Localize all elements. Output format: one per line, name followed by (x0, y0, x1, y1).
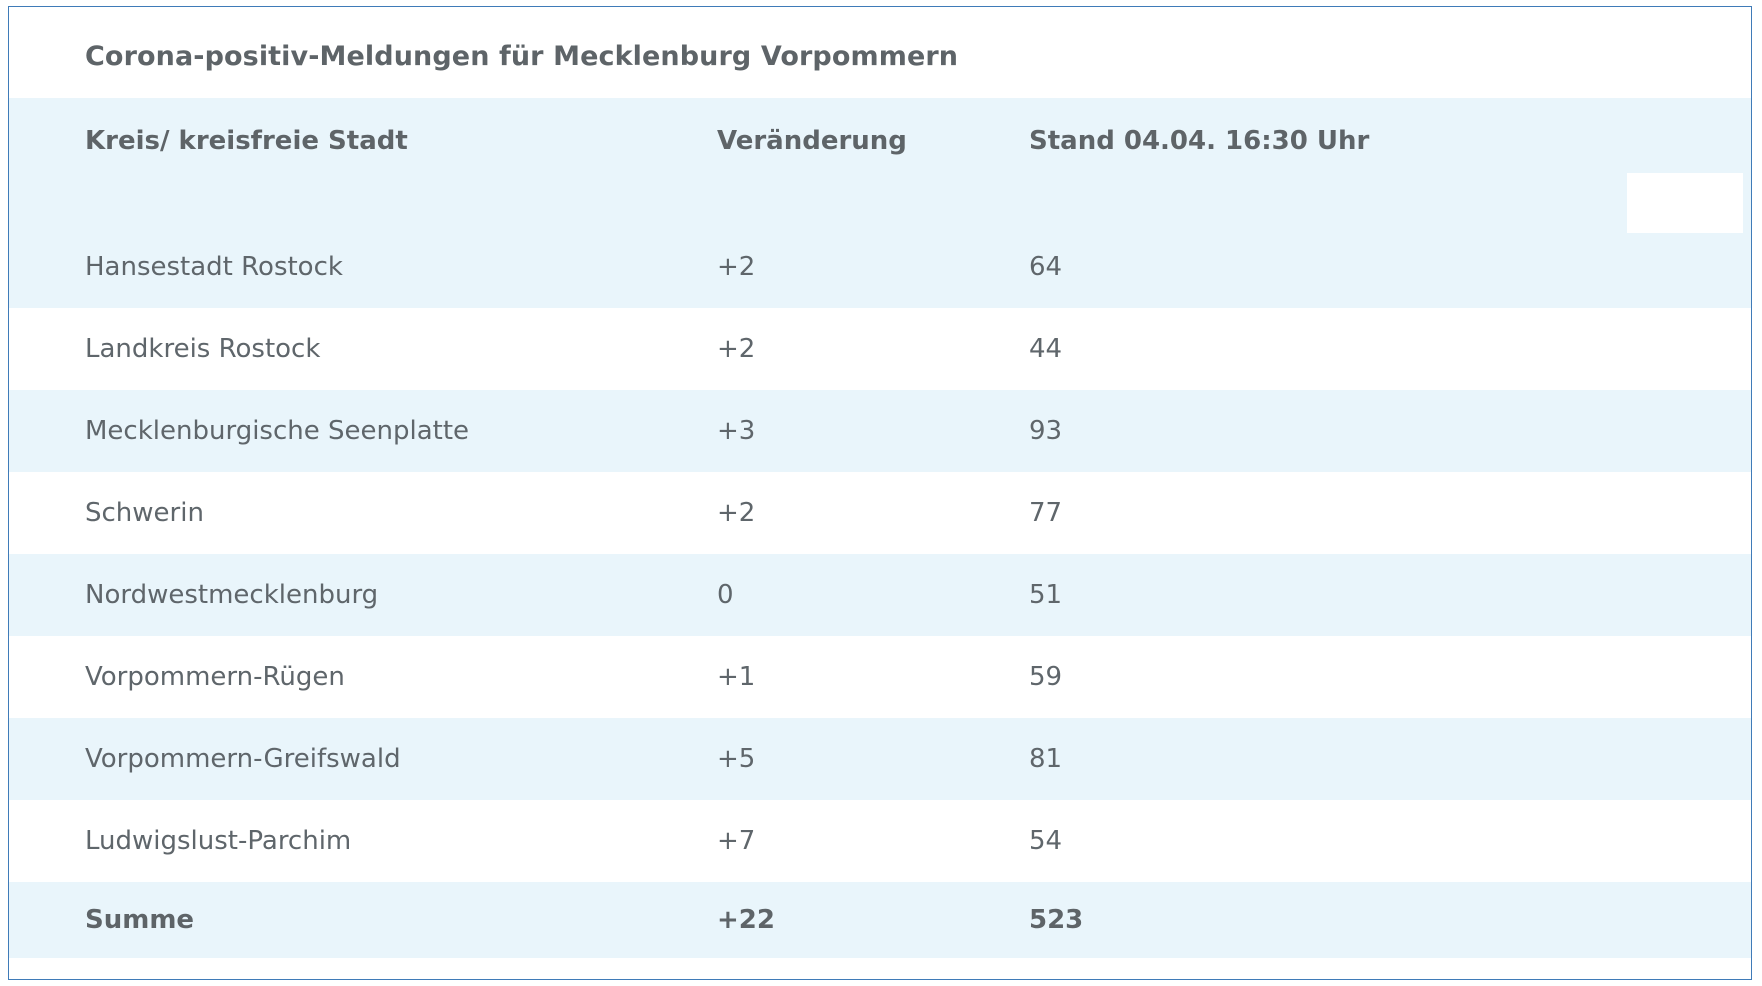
cell-change: +1 (717, 662, 756, 692)
cell-region: Hansestadt Rostock (85, 252, 343, 282)
header-blank-patch (1627, 173, 1743, 233)
cell-summary-change: +22 (717, 905, 775, 935)
table-summary-row (9, 882, 1751, 958)
column-header-region: Kreis/ kreisfreie Stadt (85, 126, 408, 156)
page-title: Corona-positiv-Meldungen für Mecklenburg Vorpommern (9, 7, 1751, 98)
table-row (9, 718, 1751, 800)
cell-change: 0 (717, 580, 734, 610)
cell-value: 54 (1029, 826, 1063, 856)
cell-value: 81 (1029, 744, 1063, 774)
cell-region: Vorpommern-Rügen (85, 662, 345, 692)
cell-change: +2 (717, 252, 756, 282)
cell-region: Landkreis Rostock (85, 334, 321, 364)
cell-summary-value: 523 (1029, 905, 1084, 935)
cell-region: Schwerin (85, 498, 204, 528)
cell-region: Ludwigslust-Parchim (85, 826, 352, 856)
cell-value: 44 (1029, 334, 1063, 364)
data-table (9, 98, 1751, 958)
cell-change: +3 (717, 416, 756, 446)
cell-value: 77 (1029, 498, 1063, 528)
table-row (9, 800, 1751, 882)
table-row (9, 636, 1751, 718)
table-row (9, 472, 1751, 554)
column-header-status: Stand 04.04. 16:30 Uhr (1029, 126, 1370, 156)
cell-value: 93 (1029, 416, 1063, 446)
cell-region: Nordwestmecklenburg (85, 580, 379, 610)
table-row (9, 226, 1751, 308)
column-header-change: Veränderung (717, 126, 907, 156)
cell-summary-label: Summe (85, 905, 195, 935)
corona-report-table (8, 6, 1752, 980)
cell-region: Mecklenburgische Seenplatte (85, 416, 470, 446)
cell-change: +2 (717, 334, 756, 364)
cell-value: 59 (1029, 662, 1063, 692)
cell-value: 64 (1029, 252, 1063, 282)
cell-change: +5 (717, 744, 756, 774)
table-row (9, 554, 1751, 636)
table-header-row (9, 98, 1751, 226)
table-row (9, 308, 1751, 390)
cell-value: 51 (1029, 580, 1063, 610)
cell-change: +7 (717, 826, 756, 856)
cell-region: Vorpommern-Greifswald (85, 744, 401, 774)
table-row (9, 390, 1751, 472)
cell-change: +2 (717, 498, 756, 528)
